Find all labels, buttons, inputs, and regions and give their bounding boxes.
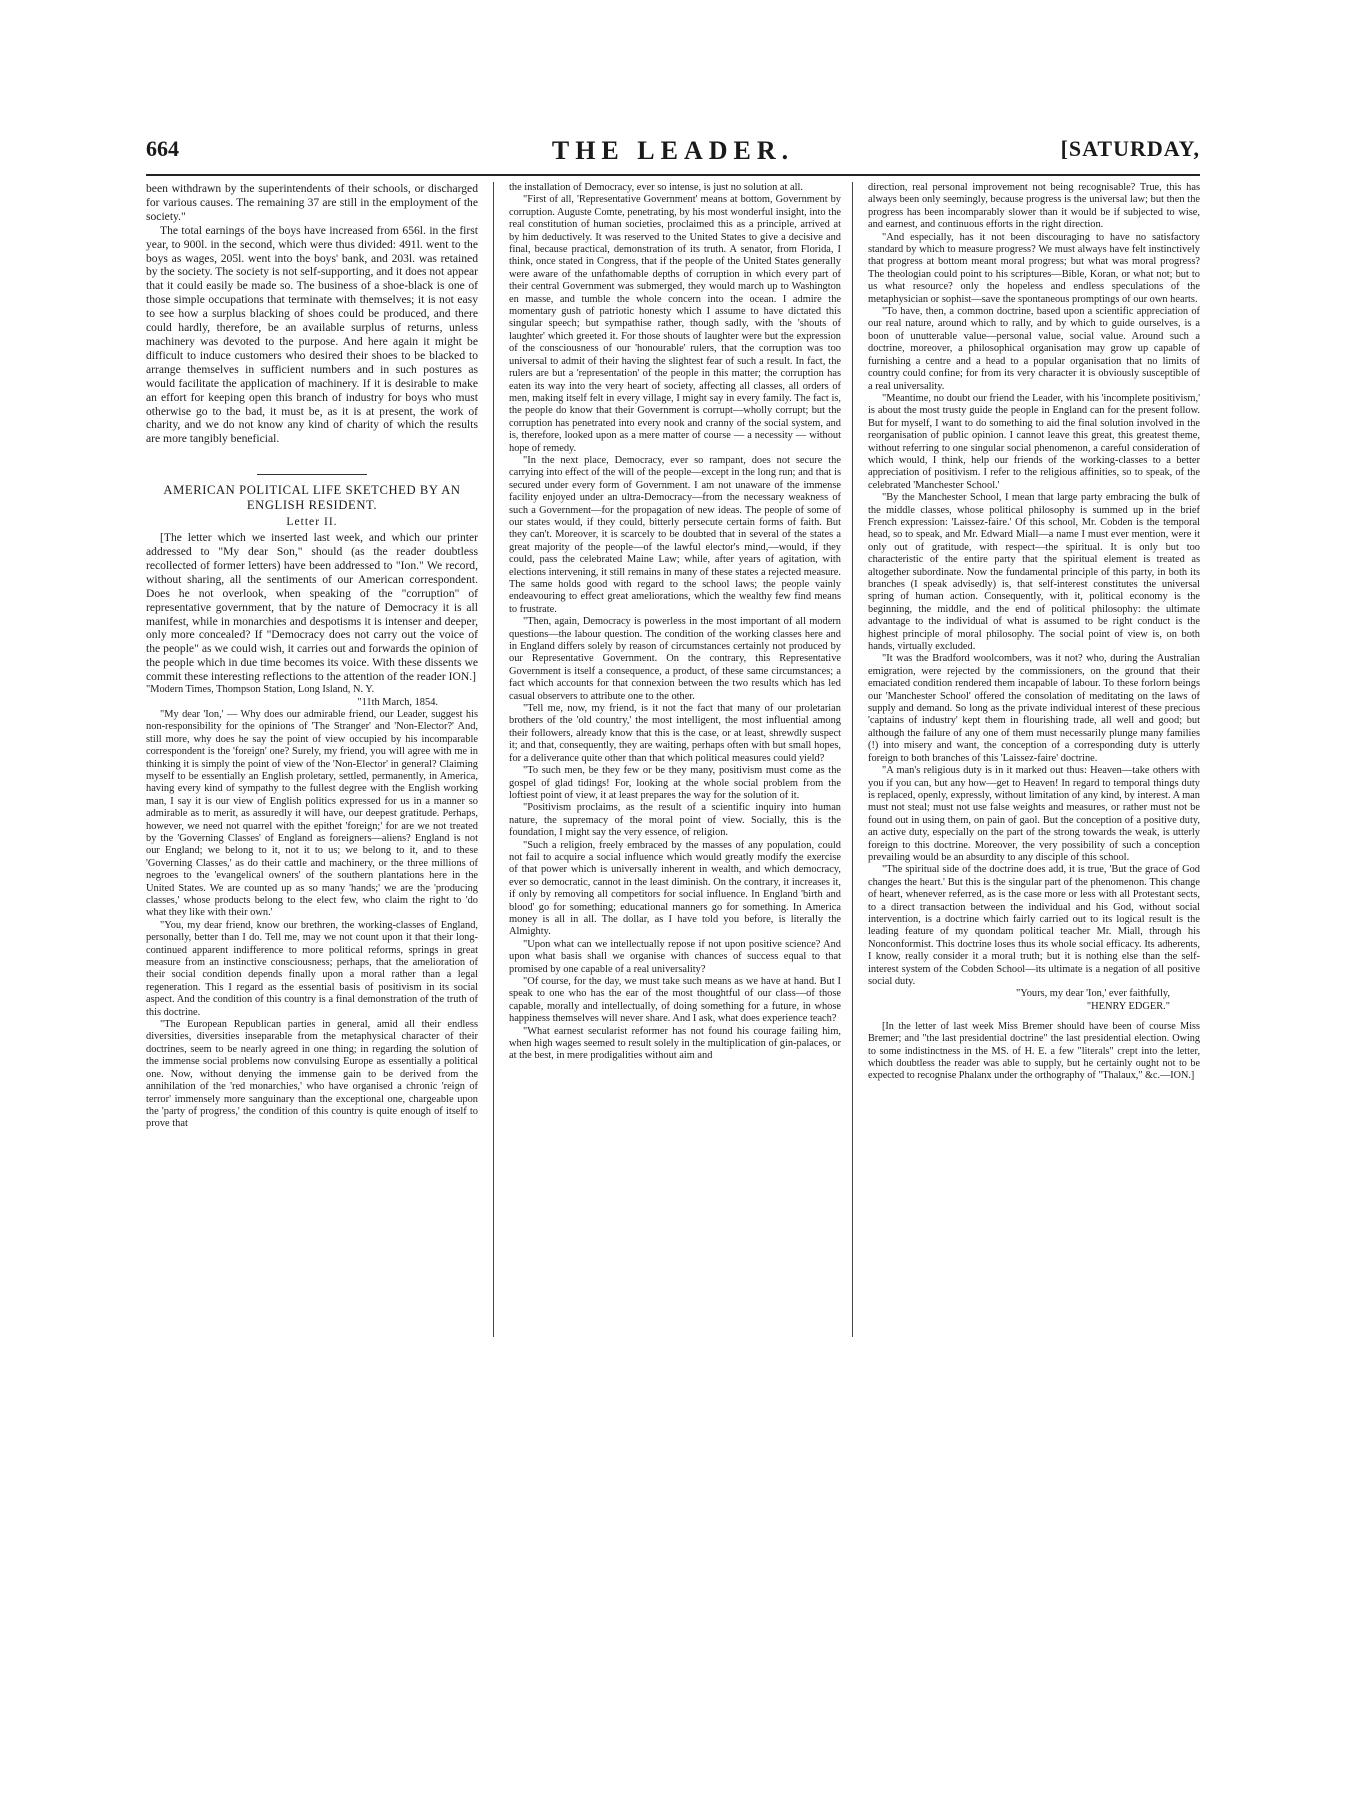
paragraph: "To have, then, a common doctrine, based upon a scientific appreciation of our real nature, around which to rally, and by which to guide ourselves, is a boon of unutterable value—personal value, social value. Around such a doctrine, moreover, a philosophical organisation may grow up capable of furnishing a centre and a head to a popular organisation that no limits of country could confine; for from its very character it is obviously susceptible of a real universality. bbox=[868, 306, 1200, 392]
column-2 bbox=[509, 182, 841, 1337]
paragraph: "You, my dear friend, know our brethren, the working-classes of England, personally, better than I do. Tell me, may we not count upon it that their long-continued apparent indifference to more political reforms, springs in great measure from an instinctive consciousness; perhaps, that the amelioration of their social condition depends finally upon a moral rather than a legal regeneration. This I regard as the essential basis of positivism in its social aspect. And the condition of this country is a final demonstration of the truth of this doctrine. bbox=[146, 919, 478, 1018]
paragraph: "By the Manchester School, I mean that large party embracing the bulk of the middle classes, whose political philosophy is summed up in the brief French expression: 'Laissez-faire.' Of this school, Mr. Cobden is the temporal head, so to speak, and Mr. Edward Miall—a name I must ever mention, were it only out of gratitude, with respect—the spiritual. It is only but too characteristic of the entire party that the spiritual element is treated as altogether subordinate. Now the fundamental principle of this party, in both its branches (I speak advisedly) is, that self-interest constitutes the universal spring of human action. Consequently, with it, political economy is the beginning, the middle, and the end of political philosophy: the ultimate advantage to the individual of what is assumed to be right conduct is the highest principle of moral philosophy. The social point of view is, on both hands, virtually excluded. bbox=[868, 492, 1200, 653]
column-divider bbox=[852, 182, 853, 1337]
paragraph: "It was the Bradford woolcombers, was it not? who, during the Australian emigration, were rejected by the commissioners, on the ground that their emaciated condition rendered them incapable of labour. To these forlorn beings our 'Manchester School' offered the consolation of meditating on the laws of supply and demand. So long as the private individual interest of these precious 'captains of industry' kept them in flourishing trade, all well and good; but although the failure of any one of them must necessarily plunge many families (!) into misery and want, the conception of a corresponding duty is utterly foreign to both branches of this 'Laissez-faire' doctrine. bbox=[868, 653, 1200, 764]
paragraph: "Positivism proclaims, as the result of a scientific inquiry into human nature, the supremacy of the moral point of view. Socially, this is the foundation, I might say the very essence, of religion. bbox=[509, 802, 841, 839]
paragraph: "Upon what can we intellectually repose if not upon positive science? And upon what basis shall we organise with chances of success equal to that promised by one capable of a real universality? bbox=[509, 938, 841, 975]
paragraph: "First of all, 'Representative Government' means at bottom, Government by corruption. Auguste Comte, penetrating, by his most wonderful insight, into the real constitution of human societies, proclaimed this as a principle, arrived at by him deductively. It was reserved to the United States to give a decisive and final, because practical, demonstration of its truth. A senator, from Florida, I think, once stated in Congress, that if the people of the United States generally were aware of the unfathomable depths of corruption in which every part of their central Government was submerged, they would march up to Washington en masse, and tumble the whole concern into the ocean. I admire the momentary gush of patriotic honesty which I assume to have dictated this singular speech; but sympathise rather, though sadly, with the 'shouts of laughter' which greeted it. For those shouts of laughter were but the expression of the consciousness of our 'honourable' rulers, that the corruption was too universal to admit of their having the slightest fear of such a result. In fact, the rulers are but a 'representation' of the people in this matter; the corruption has eaten its way into the very heart of society, affecting all classes, all orders of men, making itself felt in every village, I might say in every family. The fact is, the people do know that their Government is corrupt—wholly corrupt; but the corruption has penetrated into every nook and cranny of the social system, and is, therefore, looked upon as a mere matter of course — a necessity — without hope of remedy. bbox=[509, 194, 841, 454]
paragraph: been withdrawn by the superintendents of their schools, or discharged for various causes. The remaining 37 are still in the employment of the society." bbox=[146, 182, 478, 223]
paragraph: "Tell me, now, my friend, is it not the fact that many of our proletarian brothers of the 'old country,' the most intelligent, the most influential among their followers, already know that this is the case, or at least, shrewdly suspect it; and that, consequently, they are waiting, perhaps often with but small hopes, for a deliverance quite other than that which political measures could yield? bbox=[509, 703, 841, 764]
paragraph: "The spiritual side of the doctrine does add, it is true, 'But the grace of God changes the heart.' But this is the singular part of the phenomenon. This change of heart, whenever referred, as is the case more or less with all Protestant sects, to a direct transaction between the individual and his God, without social intervention, is a doctrine which fairly carried out to its logical result is the leading feature of my quondam political teacher Mr. Miall, through his Nonconformist. This doctrine loses thus its whole social efficacy. Its adherents, I know, really consider it a moral truth; but it is nothing else than the self-interest system of the Cobden School—its ultimate is a negation of all positive social duty. bbox=[868, 864, 1200, 987]
paragraph: "What earnest secularist reformer has not found his courage failing him, when high wages seemed to result solely in the multiplication of gin-palaces, or at the best, in mere prodigalities without aim and bbox=[509, 1025, 841, 1062]
paragraph: "Then, again, Democracy is powerless in the most important of all modern questions—the labour question. The condition of the working classes here and in England differs solely by reason of circumstances certainly not produced by our Representative Government. On the contrary, this Representative Government is itself a consequence, a product, of these same circumstances; a fact which accounts for that connexion between the two results which has led casual observers to attribute one to the other. bbox=[509, 616, 841, 702]
editor-note: [In the letter of last week Miss Bremer should have been of course Miss Bremer; and "the last presidential doctrine" the last presidential election. Owing to some indistinctness in the MS. of H. E. a few "literals" crept into the letter, which doubtless the reader was able to supply, but he certainly ought not to be expected to recognise Phalanx under the orthography of "Thalaux," &c.—ION.] bbox=[868, 1021, 1200, 1082]
page-number: 664 bbox=[146, 136, 179, 161]
paragraph: "A man's religious duty is in it marked out thus: Heaven—take others with you if you can, but any how—get to Heaven! In regard to temporal things duty is replaced, openly, expressly, without limitation of any kind, by interest. A man must not steal; must not use false weights and measures, or rather must not be found out in using them, on pain of gaol. But the conception of a positive duty, an active duty, especially on the part of the strong towards the weak, is utterly foreign to this doctrine. Moreover, the very possibility of such a conception prevailing would be an absurdity to any disciple of this school. bbox=[868, 765, 1200, 863]
paragraph: "Meantime, no doubt our friend the Leader, with his 'incomplete positivism,' is about the most trusty guide the people in England can for the present follow. But for myself, I want to do something to aid the final solution involved in the reorganisation of public opinion. I cannot leave this great, this greatest theme, without referring to one singular social phenomenon, a careful consideration of which would, I think, help our friends of the working-classes to a better appreciation of positivism. I refer to the religious affinities, so to speak, of the celebrated 'Manchester School.' bbox=[868, 392, 1200, 491]
paragraph: "In the next place, Democracy, ever so rampant, does not secure the carrying into effect of the will of the people—except in the long run; and that is secured under every form of Government. I am not unaware of the immense facility enjoyed under an ultra-Democracy—from the necessary weakness of such a Government—for the propagation of new ideas. The people of some of our states would, if they could, bitterly persecute certain forms of faith. But they can't. Moreover, it is scarcely to be doubted that in several of the states a great majority of the people—of the lawful elector's mind,—would, if they could, pass the celebrated Maine Law; while, after years of agitation, with elections intervening, it still remains in many of these states a rejected measure. The same holds good with regard to the school laws; the people vainly endeavouring to effect great ameliorations, which the wealthy few find means to frustrate. bbox=[509, 454, 841, 615]
paragraph: "And especially, has it not been discouraging to have no satisfactory standard by which to measure progress? We must always have felt instinctively that progress at bottom meant moral progress; but what was moral progress? The theologian could point to his scriptures—Bible, Koran, or what not; but to us what resource? only the hopeless and endless speculations of the metaphysician or sophist—save the spontaneous promptings of our own hearts. bbox=[868, 231, 1200, 305]
issue-day: [SATURDAY, bbox=[1060, 136, 1200, 161]
article-title: AMERICAN POLITICAL LIFE SKETCHED BY AN ENGLISH RESIDENT. bbox=[163, 483, 461, 513]
paragraph: direction, real personal improvement not being recognisable? True, this has always been only seemingly, because progress is the universal law; but then the progress has been incomparably slower than it would be if subjected to wise, and earnest, and continuous efforts in the right direction. bbox=[868, 182, 1200, 231]
letter-closing: "Yours, my dear 'Ion,' ever faithfully, bbox=[1015, 988, 1170, 1000]
letter-label: Letter II. bbox=[286, 515, 338, 529]
paragraph: "To such men, be they few or be they many, positivism must come as the gospel of glad tidings! For, looking at the whole social problem from the loftiest point of view, it at least prepares the way for the solution of it. bbox=[509, 765, 841, 801]
page-header bbox=[146, 136, 1200, 176]
letter-date: "11th March, 1854. bbox=[357, 696, 438, 708]
editor-intro: [The letter which we inserted last week, and which our printer addressed to "My dear Son," should (as the reader doubtless recollected of former letters) have been addressed to "Ion." We record, without sharing, all the sentiments of our American correspondent. Does he not overlook, when speaking of the "corruption" of representative government, that by the nature of Democracy it is all manifest, while in monarchies and despotisms it is intenser and deeper, only more concealed? If "Democracy does not carry out the voice of the people" as we could wish, it carries out and forwards the opinion of the people which in due time becomes its voice. With these dissents we commit these interesting reflections to the attention of the reader ION.] bbox=[146, 531, 478, 684]
paragraph: The total earnings of the boys have increased from 656l. in the first year, to 900l. in the second, which were thus divided: 491l. went to the boys as wages, 205l. went into the boys' bank, and 203l. was retained by the society. The society is not self-supporting, and it does not appear that it could easily be made so. The business of a shoe-black is one of those simple occupations that terminate with themselves; it is not easy to see how a surplus blacking of shoes could be produced, and there could hardly, therefore, be an available surplus of returns, unless machinery was devoted to the purpose. And here again it might be difficult to induce customers who desired their shoes to be blacked to arrange themselves in sufficient numbers and in such postures as would facilitate the application of machinery. If it is desirable to make an effort for keeping open this branch of industry for boys who must otherwise go to the bad, it must be, as it is at present, the work of charity, and we do not know any kind of charity of which the results are more tangibly beneficial. bbox=[146, 223, 478, 446]
section-rule bbox=[257, 474, 367, 475]
header-rule bbox=[146, 174, 1200, 176]
paragraph: the installation of Democracy, ever so intense, is just no solution at all. bbox=[509, 182, 803, 193]
column-3 bbox=[868, 182, 1200, 1337]
paragraph: "My dear 'Ion,' — Why does our admirable friend, our Leader, suggest his non-responsibility for the opinions of 'The Stranger' and 'Non-Elector?' And, still more, why does he say the point of view occupied by his incomparable correspondent is the 'foreign' one? Surely, my friend, you will agree with me in thinking it is simply the point of view of the 'Non-Elector' in general? Claiming myself to be essentially an English proletary, settled, permanently, in America, having every kind of sympathy to the fullest degree with the English working man, I say it is our view of English politics expressed for us in a manner so admirable as to merit, as assuredly it will have, our deepest gratitude. Perhaps, however, we need not quarrel with the epithet 'foreign;' for are we not treated by the 'Governing Classes' of England as foreigners—aliens? England is not our England; we belong to it, not it to us; we belong to it, and to these 'Governing Classes,' as do their cattle and machinery, or the three millions of negroes to the 'evangelical owners' of the southern plantations here in the United States. We are counted up as so many 'hands;' we are the 'producing classes,' whose products belong to the elect few, who claim the right to 'do what they like with their own.' bbox=[146, 708, 478, 919]
column-1 bbox=[146, 182, 478, 1337]
masthead-title: THE LEADER. bbox=[551, 136, 795, 165]
letter-signature: "HENRY EDGER." bbox=[1086, 1000, 1170, 1012]
paragraph: "The European Republican parties in general, amid all their endless diversities, diversities inseparable from the metaphysical character of their doctrines, seem to be nearly agreed in one thing; in regarding the solution of the immense social problems now convulsing Europe as essentially a political one. Now, without denying the immense gain to be derived from the annihilation of the 'red monarchies,' who have organised a chronic 'reign of terror' immensely more sanguinary than the exceptional one, chargeable upon the 'party of progress,' the condition of this country is quite enough of itself to prove that bbox=[146, 1019, 478, 1130]
paragraph: "Of course, for the day, we must take such means as we have at hand. But I speak to one who has the ear of the most thoughtful of our class—of those capable, morally and intellectually, of doing something for a future, in whose happiness themselves will never share. And I ask, what does experience teach? bbox=[509, 976, 841, 1025]
letter-address: "Modern Times, Thompson Station, Long Island, N. Y. bbox=[146, 684, 375, 696]
paragraph: "Such a religion, freely embraced by the masses of any population, could not fail to acquire a social influence which would greatly modify the exercise of that power which is universally inherent in wealth, and which democracy, ever so democratic, cannot in the least diminish. On the contrary, it increases it, if only by removing all competitors for social influence. In England 'birth and blood' go for something; educational manners go for something. In America money is all in all. The dollar, as I have told you before, is literally the Almighty. bbox=[509, 839, 841, 938]
column-divider bbox=[493, 182, 494, 1337]
